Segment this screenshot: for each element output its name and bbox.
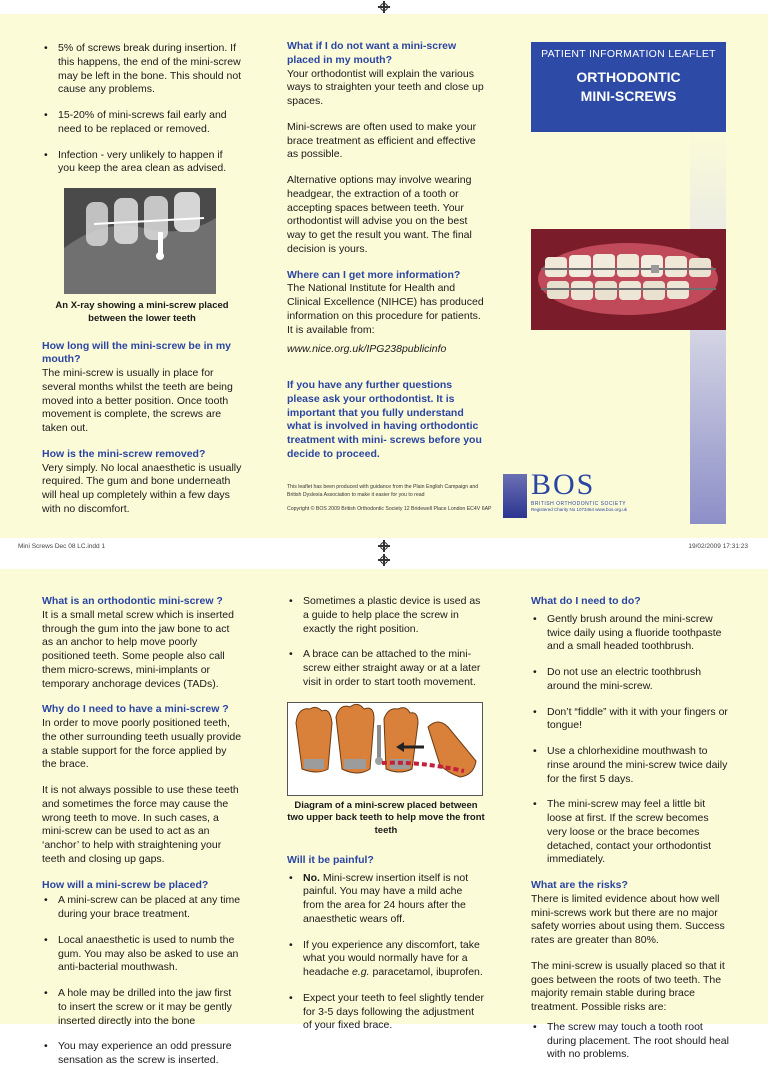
list-item: • Don’t “fiddle” with it with your fingers or tongue! (531, 706, 731, 734)
list-item: • Gently brush around the mini-screw twice daily using a fluoride toothpaste and a small headed toothbrush. (531, 613, 731, 654)
print-slug-left: Mini Screws Dec 08 LC.indd 1 (18, 543, 106, 550)
leaflet-outer-side (0, 14, 768, 538)
diagram-caption: Diagram of a mini-screw placed between two upper back teeth to help move the front teeth (287, 799, 485, 837)
mini-screw-diagram (287, 702, 483, 796)
pain-bullet-text: Mini-screw insertion itself is not painful. You may have a mild ache from the area for 24 hours after the anaesthetic wears off. (303, 871, 469, 925)
registration-mark-middle-lower (378, 554, 390, 566)
heading-risks: What are the risks? (531, 879, 628, 891)
xray-image (64, 188, 216, 294)
inner-column-2 (287, 595, 485, 1045)
plain-english-note: This leaflet has been produced with guidance from the Plain English Campaign and British Dyslexia Association to make it easier for you to read (287, 484, 479, 499)
inner-column-1 (42, 595, 242, 1080)
discomfort-text-start: If you experience any discomfort, take what you would normally have for a headache (303, 938, 480, 979)
xray-caption: An X-ray showing a mini-screw placed between the lower teeth (55, 300, 229, 324)
registration-mark-middle-upper (378, 540, 390, 552)
paragraph-what-is: It is a small metal screw which is inserted through the gum into the jaw bone to act as an anchor to help move poorly positioned teeth. Some people also call them micro-screws, mini-implants or temporary anchorage devices (TADs). (42, 608, 234, 690)
list-item: • Do not use an electric toothbrush around the mini-screw. (531, 666, 731, 694)
list-item: • 15-20% of mini-screws fail early and need to be replaced or removed. (42, 109, 242, 137)
list-item: • The screw may touch a tooth root during placement. The root should heal with no problems. (531, 1021, 731, 1062)
heading-removal: How is the mini-screw removed? (42, 447, 206, 460)
heading-pain: Will it be painful? (287, 853, 374, 866)
outer-column-1 (42, 42, 242, 529)
title-line-2: MINI-SCREWS (580, 87, 677, 104)
list-item: • A mini-screw can be placed at any time during your brace treatment. (42, 894, 242, 922)
braces-photo-illustration (531, 229, 726, 330)
heading-duration: How long will the mini-screw be in my mouth? (42, 339, 232, 366)
copyright-line: Copyright © BOS 2009 British Orthodontic Society 12 Bridewell Place London EC4V 6AP (287, 506, 492, 512)
paragraph-efficiency: Mini-screws are often used to make your brace treatment as efficient and effective as possible. (287, 120, 477, 161)
list-item: • A hole may be drilled into the jaw first to insert the screw or it may be gently inserted directly into the bone (42, 987, 242, 1028)
leaflet-title-box (531, 42, 726, 132)
placement-list (42, 894, 242, 1068)
heading-what-to-do: What do I need to do? (531, 595, 641, 607)
leaflet-inner-side (0, 569, 768, 1066)
list-item: • Infection - very unlikely to happen if you keep the area clean as advised. (42, 149, 242, 177)
list-item: • 5% of screws break during insertion. If this happens, the end of the mini-screw may be left in the bone. This should not cause any problems. (42, 42, 242, 97)
heading-what-is: What is an orthodontic mini-screw ? (42, 595, 223, 607)
eg-italic: e.g. (352, 966, 370, 979)
print-slug-right: 19/02/2009 17:31:23 (688, 543, 748, 550)
paragraph-duration: The mini-screw is usually in place for several months whilst the teeth are being moved into a better position. Once tooth movement is complete, the screws are taken out. (42, 367, 233, 435)
paragraph-options: Alternative options may involve wearing headgear, the extraction of a tooth or accepting spaces between teeth. Your orthodontist will advise you on the best way to get the result you want. The final decision is yours. (287, 174, 472, 255)
paragraph-roots: The mini-screw is usually placed so that it goes between the roots of two teeth. The majority remain stable during brace treatment. Possible risks are: (531, 959, 725, 1013)
bos-logo (531, 470, 627, 512)
pain-list (287, 872, 485, 1034)
list-item (287, 872, 485, 927)
paragraph-nihce: The National Institute for Health and Clinical Excellence (NIHCE) has produced information on this procedure for patients. It is available from: (287, 282, 484, 336)
heading-more-info: Where can I get more information? (287, 268, 461, 281)
paragraph-alternatives: Your orthodontist will explain the various ways to straighten your teeth and close up spaces. (287, 67, 484, 107)
no-emphasis: No. (303, 871, 320, 884)
leaflet-subtitle: PATIENT INFORMATION LEAFLET (541, 48, 716, 60)
care-list (531, 613, 731, 867)
risk-list-continued (42, 42, 242, 176)
discomfort-text-end: paracetamol, ibuprofen. (369, 966, 483, 979)
list-item: • The mini-screw may feel a little bit loose at first. If the screw becomes very loose or the brace becomes detached, contact your orthodontist immediately. (531, 798, 731, 867)
list-item: • Sometimes a plastic device is used as a guide to help place the screw in exactly the right position. (287, 595, 485, 636)
xray-illustration (64, 188, 216, 294)
inner-column-3 (531, 595, 731, 1074)
heading-why-needed: Why do I need to have a mini-screw ? (42, 703, 229, 716)
nice-url[interactable]: www.nice.org.uk/IPG238publicinfo (287, 343, 447, 356)
bos-registration: Registered Charity No 1073464 www.bos.org.uk (531, 507, 628, 512)
paragraph-why-needed: In order to move poorly positioned teeth, the other surrounding teeth usually provide a stable support for the force applied by the brace. (42, 717, 242, 771)
placement-list-continued (287, 595, 485, 690)
tooth-diagram-illustration (288, 703, 482, 795)
list-item (287, 939, 485, 980)
bos-logo-letters: BOS (531, 468, 596, 501)
list-item: • You may experience an odd pressure sensation as the screw is inserted. (42, 1040, 242, 1068)
bos-logo-bar (503, 474, 527, 518)
paragraph-removal: Very simply. No local anaesthetic is usually required. The gum and bone underneath will heal up completely within a few days with no discomfort. (42, 461, 242, 515)
paragraph-risks: There is limited evidence about how well mini-screws work but there are no major safety worries about using them. Success rates are greater than 80%. (531, 892, 725, 946)
heading-placement: How will a mini-screw be placed? (42, 878, 209, 891)
paragraph-anchor: It is not always possible to use these teeth and sometimes the force may cause the wrong teeth to move. In such cases, a mini-screw can be used to act as an ‘anchor’ to help with straightening your teeth and closing up gaps. (42, 784, 239, 865)
list-item: • Use a chlorhexidine mouthwash to rinse around the mini-screw twice daily for the first 5 days. (531, 745, 731, 786)
registration-mark-top (378, 1, 390, 13)
list-item: • A brace can be attached to the mini-screw either straight away or at a later visit in order to start tooth movement. (287, 648, 485, 689)
outer-column-2 (287, 40, 485, 474)
heading-alternatives: What if I do not want a mini-screw placed in my mouth? (287, 40, 457, 66)
list-item: • Local anaesthetic is used to numb the gum. You may also be asked to use an anti-bacterial mouthwash. (42, 934, 242, 975)
closing-statement: If you have any further questions please ask your orthodontist. It is important that you fully understand what is involved in having orthodontic treatment with mini- screws before you decide to proceed. (287, 379, 482, 460)
teeth-photo (531, 229, 726, 330)
title-line-1: ORTHODONTIC (576, 69, 681, 85)
leaflet-title (531, 68, 726, 106)
risks-list (531, 1021, 731, 1062)
list-item: • Expect your teeth to feel slightly tender for 3-5 days following the adjustment of your fixed brace. (287, 992, 485, 1033)
bos-society-name: BRITISH ORTHODONTIC SOCIETY (531, 501, 627, 507)
